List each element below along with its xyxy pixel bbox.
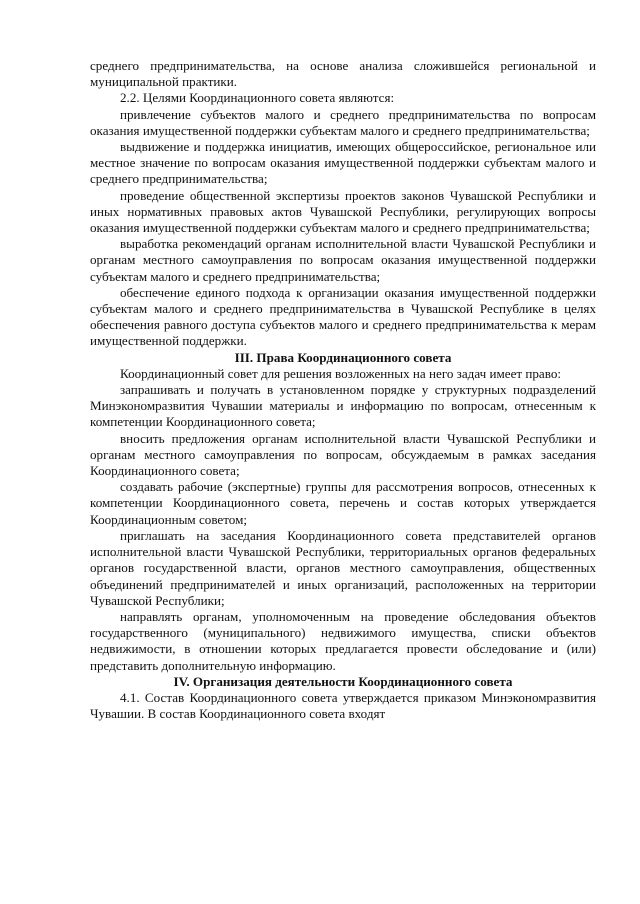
paragraph: запрашивать и получать в установленном порядке у структурных подразделений Минэкономразвития Чувашии материалы и информацию по вопросам, отнесенным к компетенции Координационного совета; xyxy=(90,382,596,430)
paragraph: обеспечение единого подхода к организации оказания имущественной поддержки субъектам малого и среднего предпринимательства в Чувашской Республике в целях обеспечения равного доступа субъектов малого и среднего предпринимательства к мерам имущественной поддержки. xyxy=(90,284,596,349)
document-page xyxy=(90,58,596,722)
paragraph: привлечение субъектов малого и среднего предпринимательства по вопросам оказания имущественной поддержки субъектам малого и среднего предпринимательства; xyxy=(90,106,596,138)
paragraph: вносить предложения органам исполнительной власти Чувашской Республики и органам местного самоуправления по вопросам, обсуждаемым в рамках заседания Координационного совета; xyxy=(90,430,596,479)
paragraph: создавать рабочие (экспертные) группы для рассмотрения вопросов, отнесенных к компетенции Координационного совета, перечень и состав которых утверждается Координационным советом; xyxy=(90,479,596,527)
paragraph: Координационный совет для решения возложенных на него задач имеет право: xyxy=(120,365,562,381)
section3-body xyxy=(90,366,596,674)
paragraph: выдвижение и поддержка инициатив, имеющих общероссийское, региональное или местное значение по вопросам оказания имущественной поддержки субъектам малого и среднего предпринимательства; xyxy=(90,139,596,187)
section4-body xyxy=(90,690,596,722)
paragraph: выработка рекомендаций органам исполнительной власти Чувашской Республики и органам местного самоуправления по вопросам оказания имущественной поддержки субъектам малого и среднего предпринимательства; xyxy=(90,236,596,284)
paragraph: проведение общественной экспертизы проектов законов Чувашской Республики и иных нормативных правовых актов Чувашской Республики, регулирующих вопросы оказания имущественной поддержки субъектам малого и среднего предпринимательства; xyxy=(90,187,596,236)
paragraph: направлять органам, уполномоченным на проведение обследования объектов государственного (муниципального) недвижимого имущества, списки объектов недвижимости, в отношении которых предлагается провести обследование и (или) представить дополнительную информацию. xyxy=(90,608,596,673)
paragraph: 4.1. Состав Координационного совета утверждается приказом Минэкономразвития Чувашии. В состав Координационного совета входят xyxy=(90,689,596,722)
section4-heading: IV. Организация деятельности Координационного совета xyxy=(173,673,513,689)
paragraph: среднего предпринимательства, на основе анализа сложившейся региональной и муниципальной практики. xyxy=(90,58,596,90)
paragraph: 2.2. Целями Координационного совета являются: xyxy=(120,90,395,106)
paragraph: приглашать на заседания Координационного совета представителей органов исполнительной власти Чувашской Республики, территориальных органов федеральных органов государственной власти, органов местного самоуправления, общественных объединений предпринимателей и иных организаций, расположенных на территории Чувашской Республики; xyxy=(90,527,596,608)
section2-continuation xyxy=(90,58,596,350)
section3-heading: III. Права Координационного совета xyxy=(234,349,452,365)
